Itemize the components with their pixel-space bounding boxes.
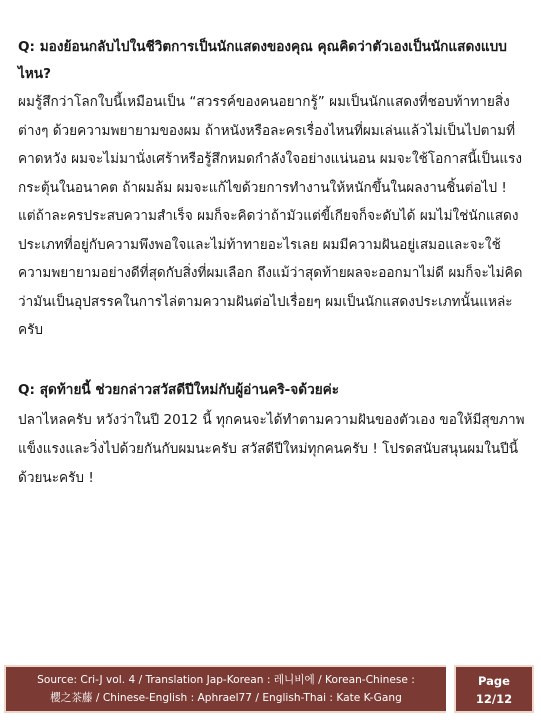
footer-credits-line-1: Source: Cri-J vol. 4 / Translation Jap-Korean : 레니비에 / Korean-Chinese :: [37, 674, 415, 686]
page-indicator: [454, 665, 534, 713]
question-2: Q: สุดท้ายนี้ ช่วยกล่าวสวัสดีปีใหม่กับผู้อ่านคริ-จด้วยค่ะ: [18, 382, 340, 398]
page-number: 12/12: [475, 692, 513, 706]
page-label: Page: [478, 674, 510, 688]
qa-section-2: [18, 378, 528, 493]
footer-credits: [4, 665, 446, 713]
answer-2: ปลาไหลครับ หวังว่าในปี 2012 นี้ ทุกคนจะได้ทำตามความฝันของตัวเอง ขอให้มีสุขภาพแข็งแรงและวิ่งไปด้วยกันกับผมนะครับ สวัสดีปีใหม่ทุกคนครับ ! โปรดสนับสนุนผมในปีนี้ด้วยนะครับ !: [18, 412, 525, 486]
qa-section-1: [18, 34, 528, 345]
answer-1: ผมรู้สึกว่าโลกใบนี้เหมือนเป็น “สวรรค์ของคนอยากรู้” ผมเป็นนักแสดงที่ชอบท้าทายสิ่งต่างๆ ด้วยความพยายามของผม ถ้าหนังหรือละครเรื่องไหนที่ผมเล่นแล้วไม่เป็นไปตามที่คาดหวัง ผมจะไม่มานั่งเศร้าหรือรู้สึกหมดกำลังใจอย่างแน่นอน ผมจะใช้โอกาสนี้เป็นแรงกระตุ้นในอนาคต ถ้าผมล้ม ผมจะแก้ไขด้วยการทำงานให้หนักขึ้นในผลงานชิ้นต่อไป ! แต่ถ้าละครประสบความสำเร็จ ผมก็จะคิดว่าถ้ามัวแต่ขี้เกียจก็จะดับได้ ผมไม่ใช่นักแสดงประเภทที่อยู่กับความพึงพอใจและไม่ท้าทายอะไรเลย ผมมีความฝันอยู่เสมอและจะใช้ความพยายามอย่างดีที่สุดกับสิ่งที่ผมเลือก ถึงแม้ว่าสุดท้ายผลจะออกมาไม่ดี ผมก็จะไม่คิดว่ามันเป็นอุปสรรคในการไล่ตามความฝันต่อไปเรื่อยๆ ผมเป็นนักแสดงประเภทนั้นแหล่ะครับ: [18, 94, 523, 338]
footer-credits-line-2: 櫻之茶藤 / Chinese-English : Aphrael77 / English-Thai : Kate K-Gang: [50, 692, 402, 704]
question-1: Q: มองย้อนกลับไปในชีวิตการเป็นนักแสดงของคุณ คุณคิดว่าตัวเองเป็นนักแสดงแบบไหน?: [18, 39, 507, 82]
